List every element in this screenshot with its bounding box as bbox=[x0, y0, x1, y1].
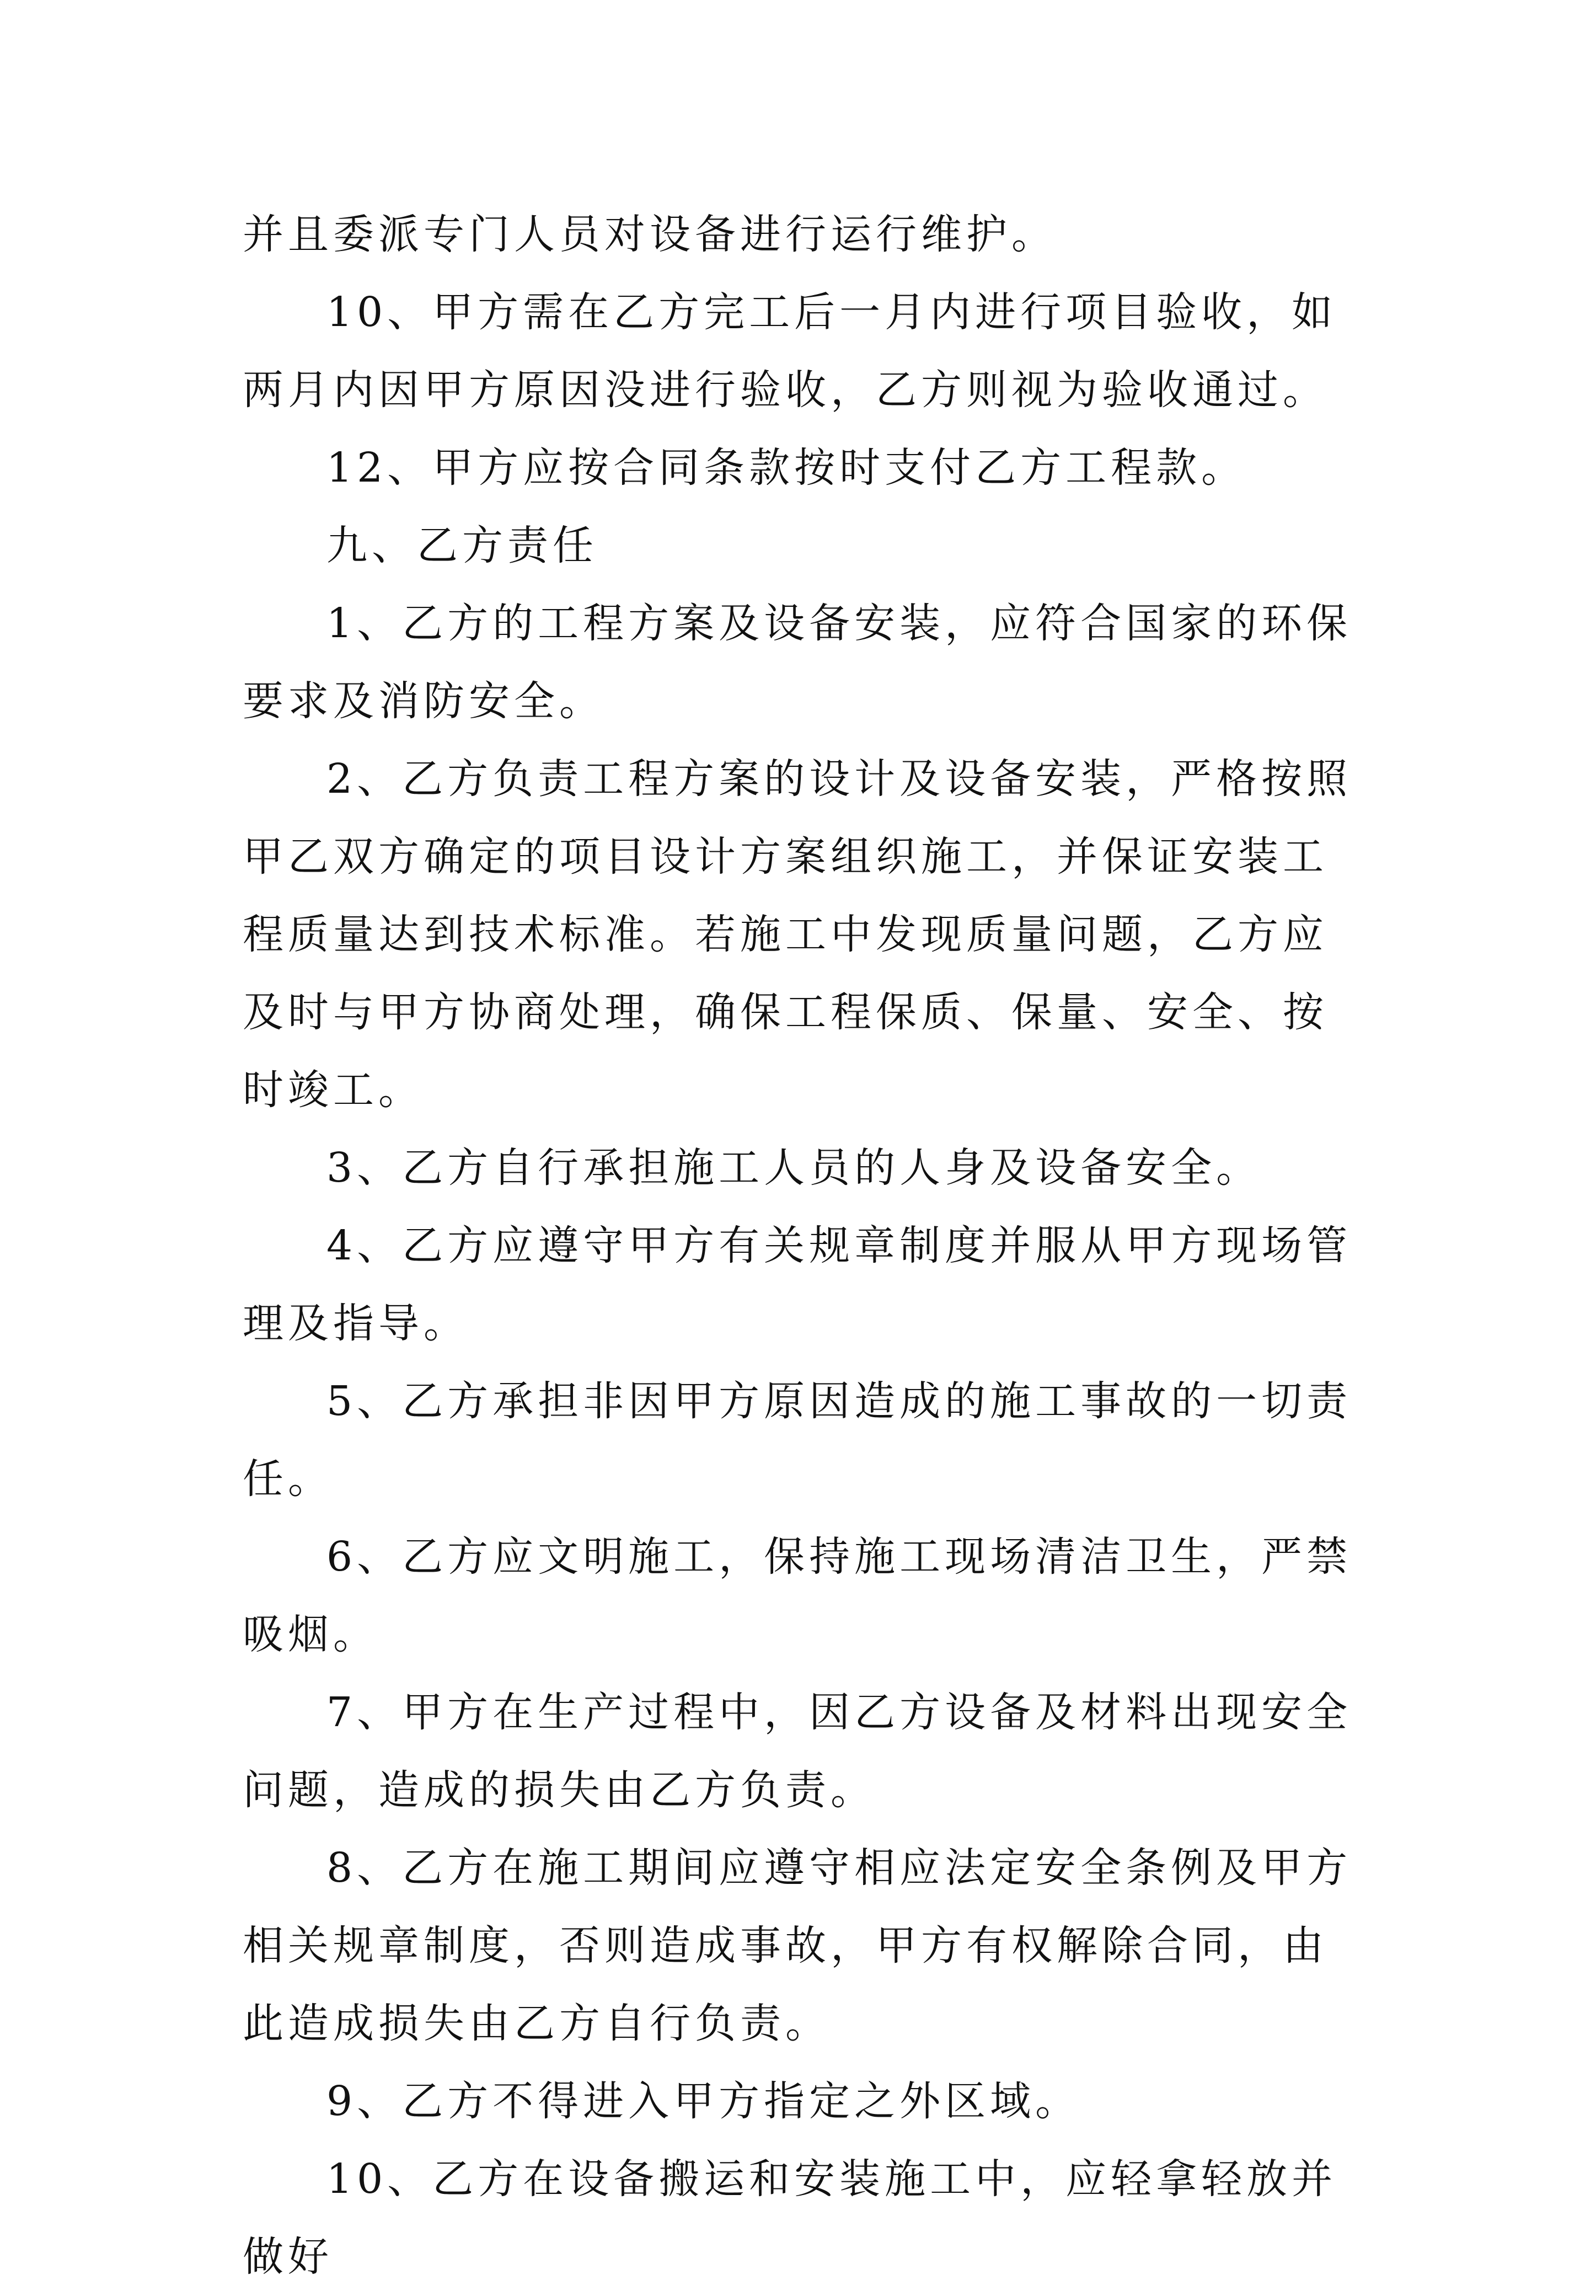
paragraph-party-b-4: 4、乙方应遵守甲方有关规章制度并服从甲方现场管理及指导。 bbox=[243, 1222, 1352, 1347]
paragraph-party-a-10: 10、甲方需在乙方完工后一月内进行项目验收，如两月内因甲方原因没进行验收，乙方则视为验收通过。 bbox=[243, 289, 1337, 414]
paragraph-party-b-8: 8、乙方在施工期间应遵守相应法定安全条例及甲方相关规章制度，否则造成事故，甲方有权解除合同，由此造成损失由乙方自行负责。 bbox=[243, 1844, 1352, 2047]
paragraph-party-b-10: 10、乙方在设备搬运和安装施工中，应轻拿轻放并做好 bbox=[243, 2155, 1337, 2281]
document-body bbox=[243, 196, 1368, 2296]
paragraph-party-b-7: 7、甲方在生产过程中，因乙方设备及材料出现安全问题，造成的损失由乙方负责。 bbox=[243, 1689, 1352, 1814]
section-heading-party-b-responsibility: 九、乙方责任 bbox=[326, 522, 598, 569]
paragraph-party-b-9: 9、乙方不得进入甲方指定之外区域。 bbox=[326, 2078, 1081, 2125]
paragraph-party-b-3: 3、乙方自行承担施工人员的人身及设备安全。 bbox=[326, 1144, 1262, 1192]
paragraph-party-a-12: 12、甲方应按合同条款按时支付乙方工程款。 bbox=[326, 444, 1247, 492]
paragraph-party-b-1: 1、乙方的工程方案及设备安装，应符合国家的环保要求及消防安全。 bbox=[243, 600, 1352, 725]
paragraph-continuation: 并且委派专门人员对设备进行运行维护。 bbox=[243, 211, 1057, 258]
paragraph-party-b-6: 6、乙方应文明施工，保持施工现场清洁卫生，严禁吸烟。 bbox=[243, 1533, 1352, 1658]
paragraph-party-b-2: 2、乙方负责工程方案的设计及设备安装，严格按照甲乙双方确定的项目设计方案组织施工，并保证安装工程质量达到技术标准。若施工中发现质量问题，乙方应及时与甲方协商处理，确保工程保质、保量、安全、按时竣工。 bbox=[243, 755, 1352, 1114]
paragraph-party-b-5: 5、乙方承担非因甲方原因造成的施工事故的一切责任。 bbox=[243, 1377, 1352, 1503]
